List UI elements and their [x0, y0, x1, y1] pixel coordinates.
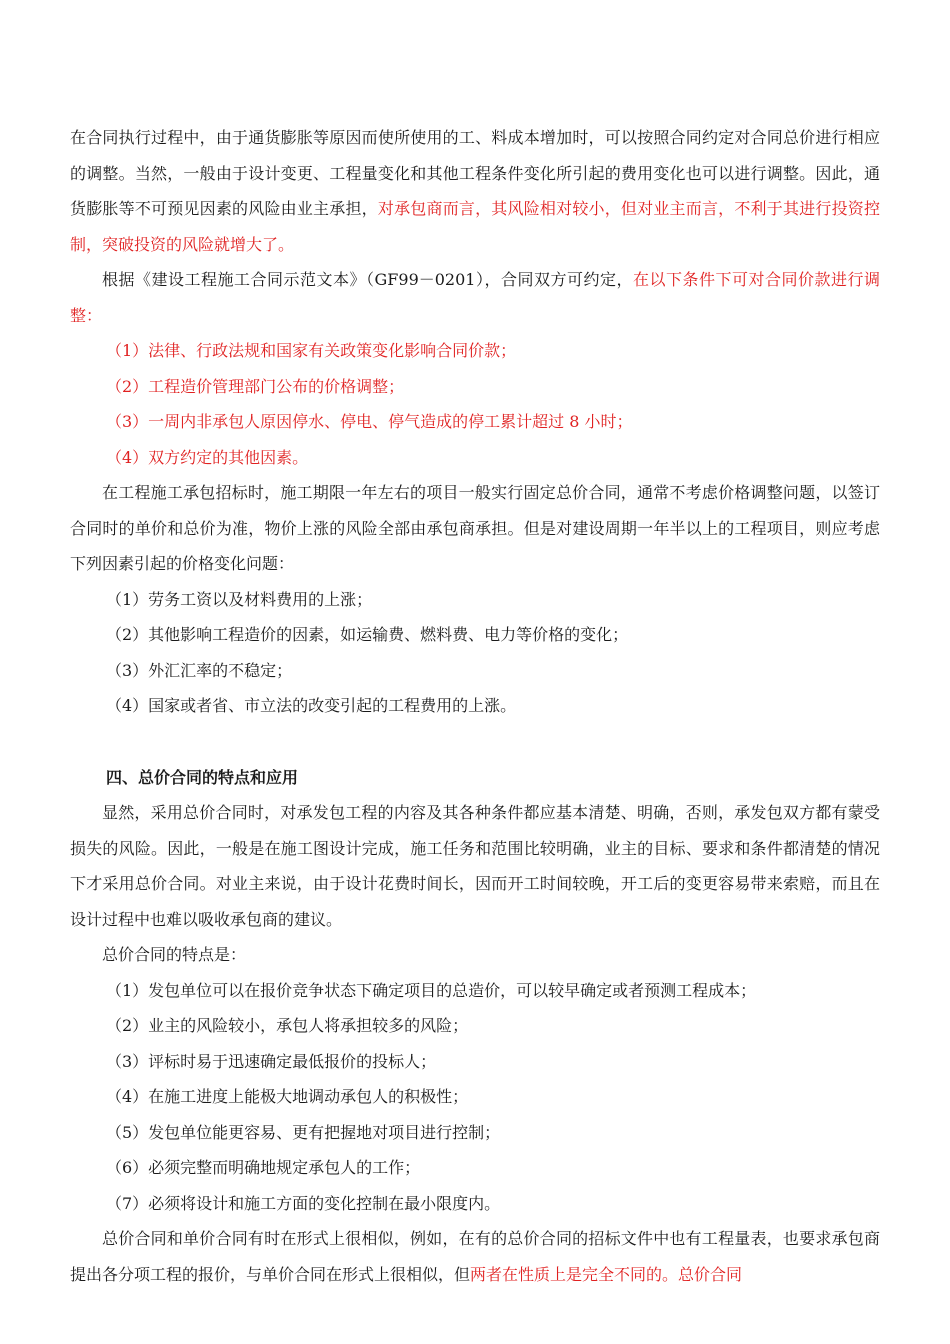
list-item: （2）其他影响工程造价的因素，如运输费、燃料费、电力等价格的变化；: [106, 625, 629, 644]
list-item: （1）法律、行政法规和国家有关政策变化影响合同价款；: [106, 341, 517, 360]
list-item: （1）发包单位可以在报价竞争状态下确定项目的总造价，可以较早确定或者预测工程成本；: [106, 980, 757, 1000]
highlighted-text: 两者在性质上是完全不同的。总价合同: [470, 1264, 743, 1284]
section-spacer: [70, 724, 880, 760]
list-item: （5）发包单位能更容易、更有把握地对项目进行控制；: [106, 1122, 501, 1142]
list-item: （3）一周内非承包人原因停水、停电、停气造成的停工累计超过 8 小时；: [106, 412, 633, 431]
paragraph-text: 总价合同和单价合同有时在形式上很相似，例如，在有的总价合同的招标文件中也有工程量表，也要求承包商提出各分项工程的报价，与单价合同在形式上很相似，但: [70, 1229, 880, 1284]
highlighted-text: 对承包商而言，其风险相对较小，但对业主而言，不利于其进行投资控制，突破投资的风险就增大了。: [70, 199, 880, 254]
list-item: （1）劳务工资以及材料费用的上涨；: [106, 589, 373, 609]
list-item: （4）在施工进度上能极大地调动承包人的积极性；: [106, 1087, 469, 1106]
paragraph-text: 根据《建设工程施工合同示范文本》（GF99－0201），合同双方可约定，: [102, 270, 633, 289]
document-page: [70, 120, 880, 1292]
list-item: （3）外汇汇率的不稳定；: [106, 660, 293, 680]
paragraph-price-adjustment: [70, 120, 880, 262]
list-item: （2）业主的风险较小，承包人将承担较多的风险；: [106, 1016, 469, 1035]
paragraph-total-price-usage: 显然，采用总价合同时，对承发包工程的内容及其各种条件都应基本清楚、明确，否则，承发包双方都有蒙受损失的风险。因此，一般是在施工图设计完成，施工任务和范围比较明确，业主的目标、要求和条件都清楚的情况下才采用总价合同。对业主来说，由于设计花费时间长，因而开工时间较晚，开工后的变更容易带来索赔，而且在设计过程中也难以吸收承包商的建议。: [70, 803, 880, 929]
list-item: （4）国家或者省、市立法的改变引起的工程费用的上涨。: [106, 696, 517, 715]
paragraph-features-intro: 总价合同的特点是：: [102, 945, 247, 964]
paragraph-contract-template: [70, 262, 880, 333]
paragraph-text: 在合同执行过程中，由于通货膨胀等原因而使所使用的工、料成本增加时，可以按照合同约定对合同总价进行相应的调整。当然，一般由于设计变更、工程量变化和其他工程条件变化所引起的费用变化也可以进行调整。因此，通货膨胀等不可预见因素的风险由业主承担，: [70, 128, 880, 218]
paragraph-fixed-price: 在工程施工承包招标时，施工期限一年左右的项目一般实行固定总价合同，通常不考虑价格调整问题，以签订合同时的单价和总价为准，物价上涨的风险全部由承包商承担。但是对建设周期一年半以上的工程项目，则应考虑下列因素引起的价格变化问题：: [70, 483, 880, 573]
paragraph-comparison: [70, 1221, 880, 1292]
list-item: （6）必须完整而明确地规定承包人的工作；: [106, 1158, 421, 1177]
list-item: （2）工程造价管理部门公布的价格调整；: [106, 376, 405, 396]
list-item: （4）双方约定的其他因素。: [106, 447, 309, 467]
section-heading: 四、总价合同的特点和应用: [106, 767, 299, 787]
list-item: （3）评标时易于迅速确定最低报价的投标人；: [106, 1051, 437, 1071]
highlighted-text: 在以下条件下可对合同价款进行调整：: [70, 270, 880, 325]
list-item: （7）必须将设计和施工方面的变化控制在最小限度内。: [106, 1193, 501, 1213]
